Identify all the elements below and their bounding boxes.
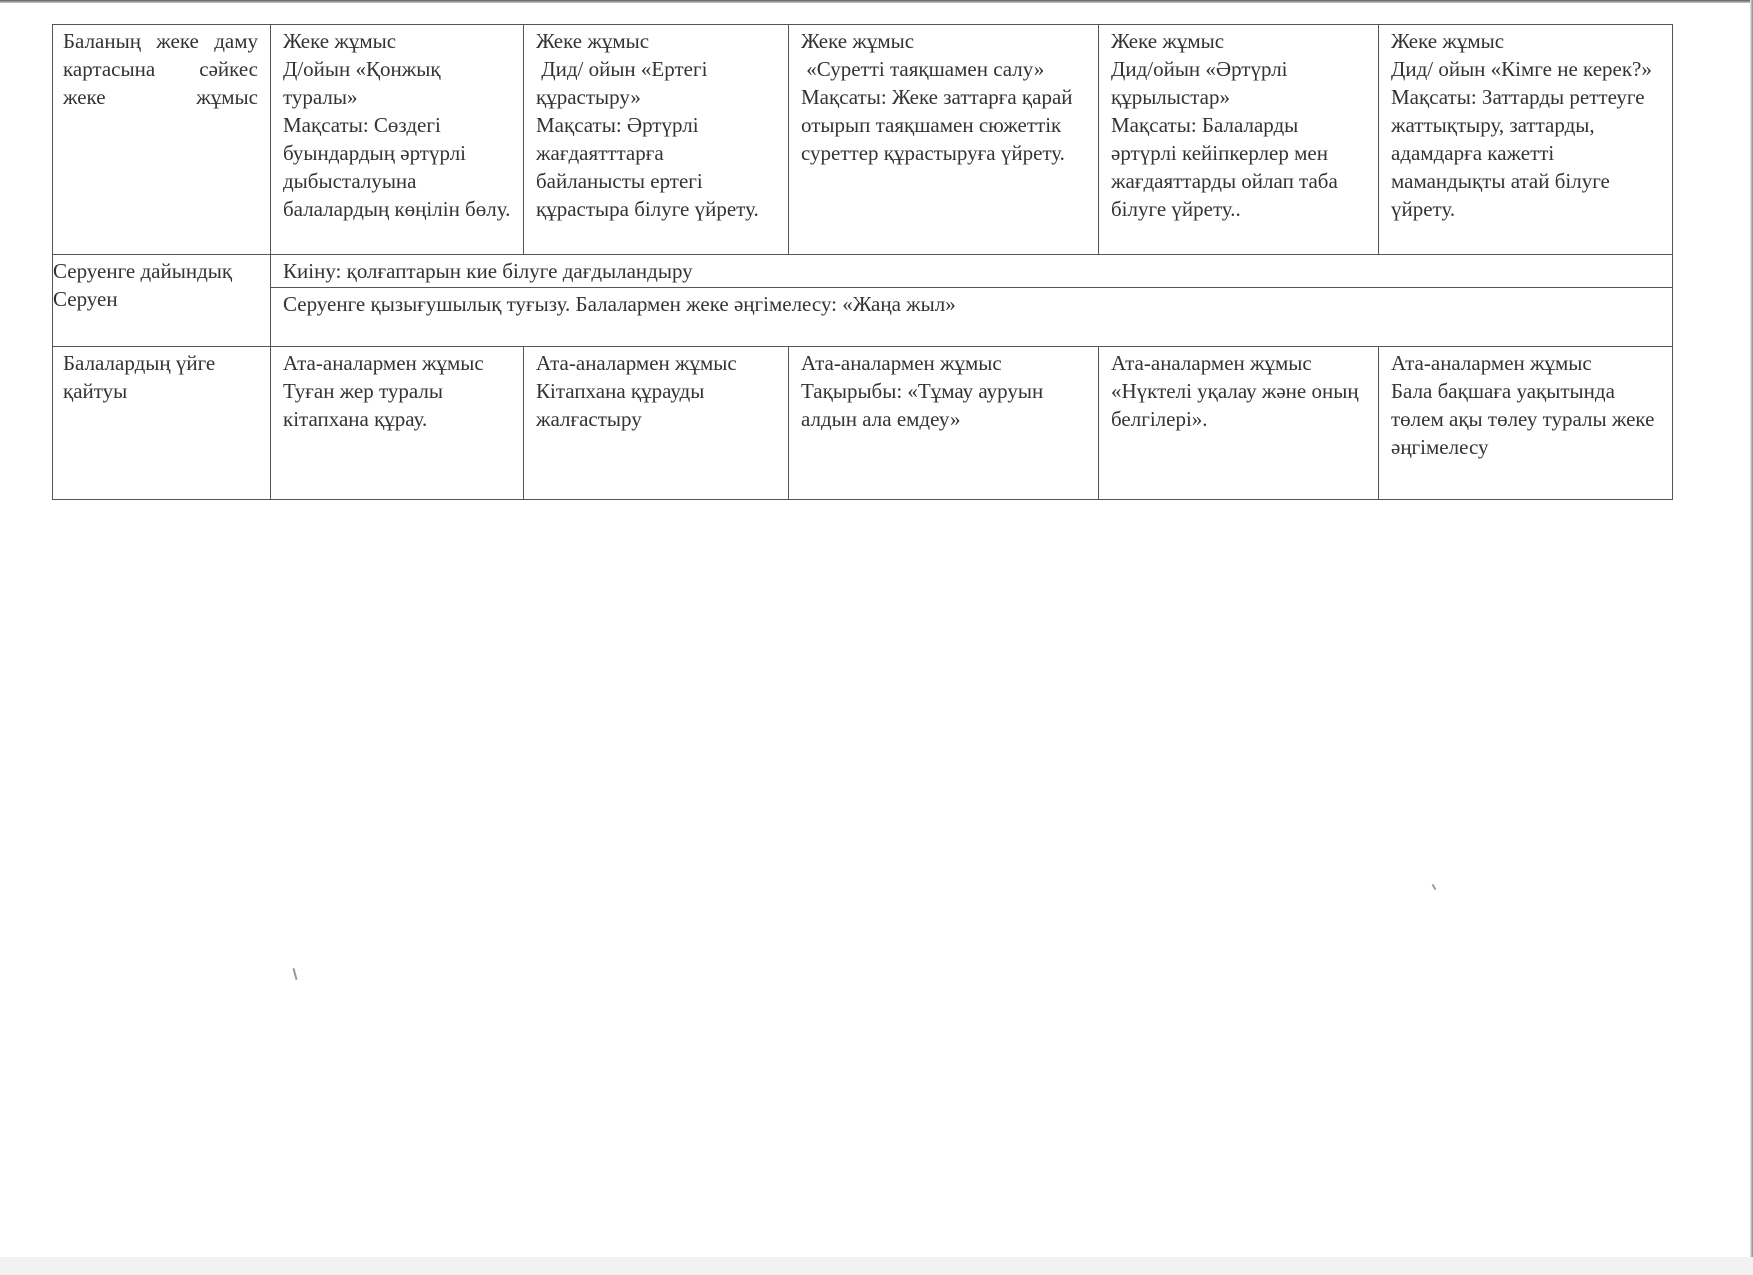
scan-speck (1432, 884, 1437, 890)
cell-line: Мақсаты: Әртүрлі жағдаятттарға байланысты ертегі құрастыра білуге үйрету. (536, 113, 759, 221)
individual-work-day-2 (524, 25, 789, 255)
individual-work-day-4 (1099, 25, 1379, 255)
cell-line: Жеке жұмыс (283, 29, 397, 53)
scan-edge-bottom (0, 1257, 1753, 1275)
going-home-day-2 (524, 347, 789, 500)
cell-line: Дид/ ойын «Кімге не керек?» (1391, 57, 1652, 81)
walk-text: Серуенге қызығушылық туғызу. Балалармен жеке әңгімелесу: «Жаңа жыл» (271, 288, 1673, 347)
cell-line: Ата-аналармен жұмыс (1111, 351, 1312, 375)
cell-line: Мақсаты: Жеке заттарға қарай отырып таяқшамен сюжеттік суреттер құрастыруға үйрету. (801, 85, 1073, 165)
cell-line: Ата-аналармен жұмыс (536, 351, 737, 375)
cell-line: Жеке жұмыс (801, 29, 915, 53)
weekly-plan-table (52, 24, 1673, 500)
cell-line: Мақсаты: Заттарды реттеуге жаттықтыру, заттарды, адамдарға кажетті мамандықты атай білуге үйрету. (1391, 85, 1645, 221)
cell-line: Мақсаты: Балаларды әртүрлі кейіпкерлер мен жағдаяттарды ойлап таба білуге үйрету.. (1111, 113, 1338, 221)
cell-line: Ата-аналармен жұмыс (801, 351, 1002, 375)
cell-line: Мақсаты: Сөздегі буындардың әртүрлі дыбысталуына балалардың көңілін бөлу. (283, 113, 511, 221)
cell-line: Кітапхана құрауды жалғастыру (536, 379, 705, 431)
cell-line: Жеке жұмыс (1111, 29, 1225, 53)
going-home-day-5 (1379, 347, 1673, 500)
cell-line: «Нүктелі уқалау және оның белгілері». (1111, 379, 1359, 431)
going-home-day-3 (789, 347, 1099, 500)
cell-line: Ата-аналармен жұмыс (283, 351, 484, 375)
individual-work-label: Баланың жеке даму картасына сәйкес жеке жұмыс (53, 25, 271, 255)
cell-line: «Суретті таяқшамен салу» (801, 57, 1045, 81)
cell-line: Дид/ойын «Әртүрлі құрылыстар» (1111, 57, 1288, 109)
individual-work-row (53, 25, 1673, 255)
cell-line: Жеке жұмыс (536, 29, 650, 53)
cell-line: Тақырыбы: «Тұмау ауруын алдын ала емдеу» (801, 379, 1044, 431)
cell-line: Жеке жұмыс (1391, 29, 1505, 53)
cell-line: Ата-аналармен жұмыс (1391, 351, 1592, 375)
going-home-row (53, 347, 1673, 500)
individual-work-day-3 (789, 25, 1099, 255)
walk-prep-label: Серуенге дайындық (53, 259, 233, 283)
walk-row (53, 288, 1673, 347)
going-home-day-1 (271, 347, 524, 500)
cell-line: Д/ойын «Қонжық туралы» (283, 57, 441, 109)
walk-label-cell (53, 255, 271, 347)
walk-prep-text: Киіну: қолғаптарын кие білуге дағдыландыру (271, 255, 1673, 288)
walk-prep-row (53, 255, 1673, 288)
cell-line: Дид/ ойын «Ертегі құрастыру» (536, 57, 713, 109)
individual-work-day-5 (1379, 25, 1673, 255)
scan-speck (292, 968, 297, 980)
scan-edge-top (0, 0, 1753, 3)
cell-line: Бала бақшаға уақытында төлем ақы төлеу туралы жеке әңгімелесу (1391, 379, 1655, 459)
cell-line: Туған жер туралы кітапхана құрау. (283, 379, 444, 431)
going-home-day-4 (1099, 347, 1379, 500)
individual-work-day-1 (271, 25, 524, 255)
walk-label: Серуен (53, 287, 118, 311)
going-home-label: Балалардың үйге қайтуы (53, 347, 271, 500)
